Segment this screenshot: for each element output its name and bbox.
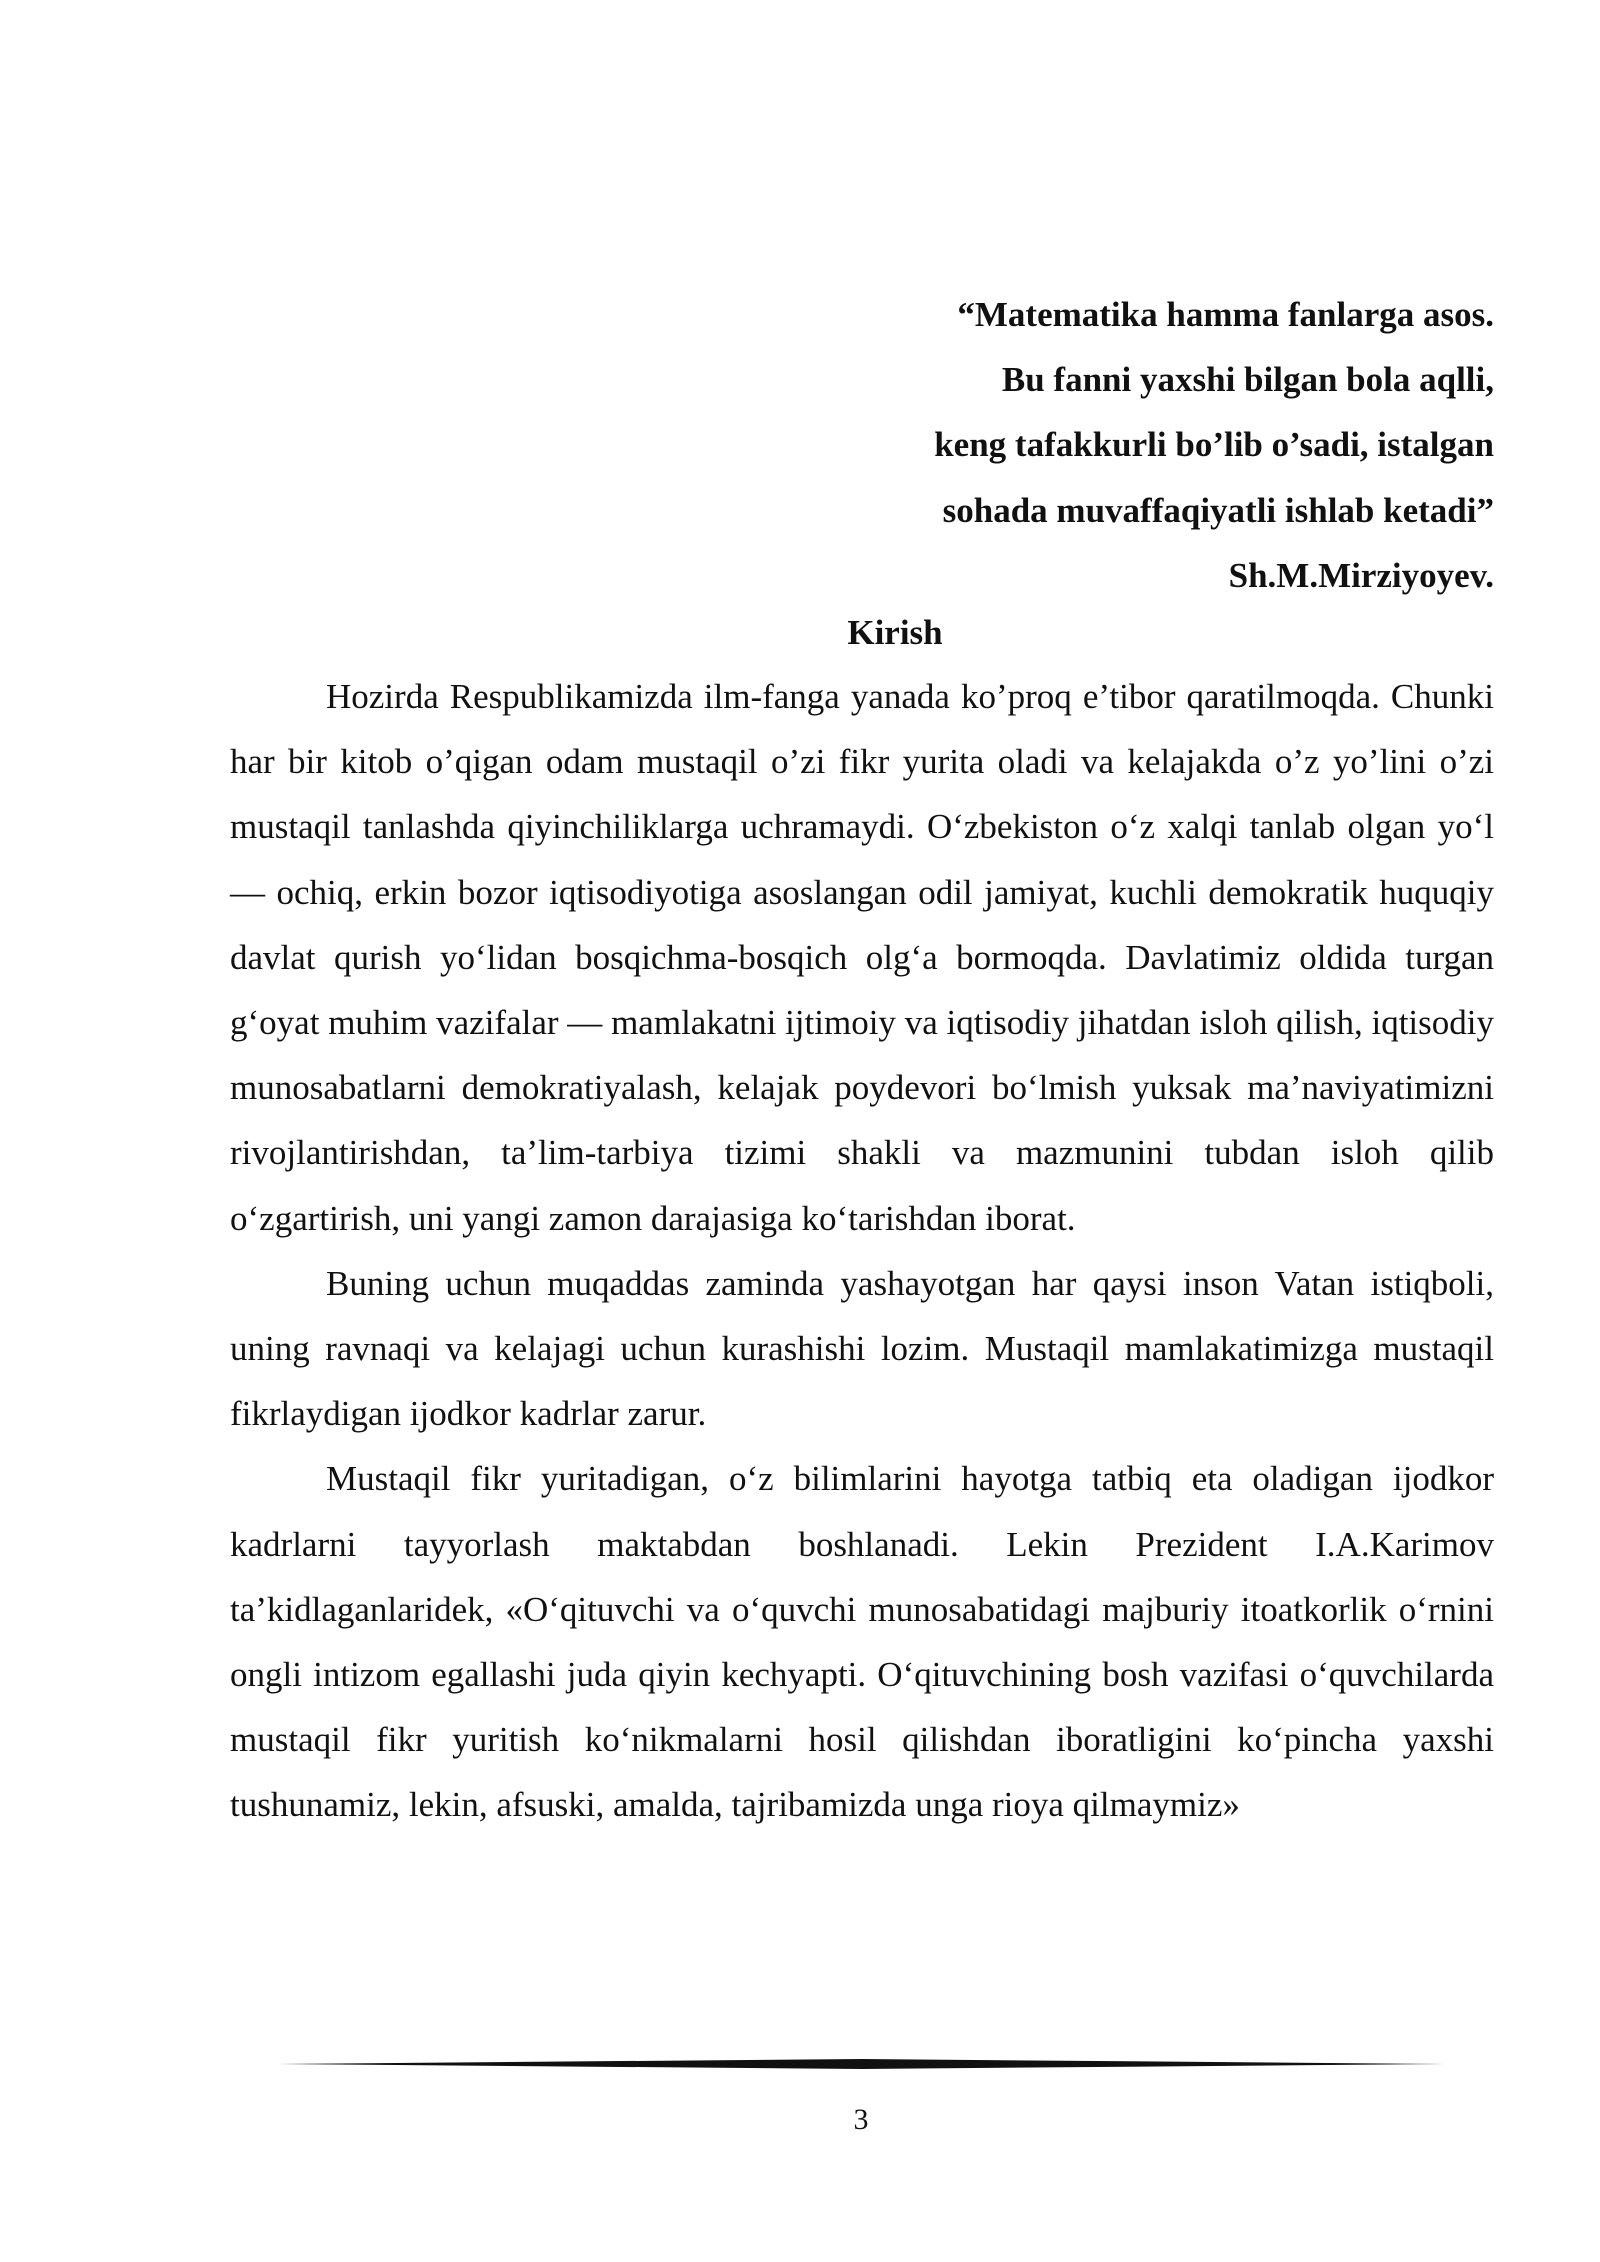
epigraph-line: “Matematika hamma fanlarga asos. bbox=[957, 295, 1494, 334]
epigraph-author: Sh.M.Mirziyoyev. bbox=[1228, 555, 1494, 595]
section-heading: Kirish bbox=[847, 613, 943, 652]
epigraph bbox=[594, 282, 1494, 608]
paragraph: Buning uchun muqaddas zaminda yashayotgan har qaysi inson Vatan istiqboli, uning ravnaqi va kelajagi uchun kurashishi lozim. Mustaqil mamlakatimizga mustaqil fikrlaydigan ijodkor kadrlar zarur. bbox=[230, 1263, 1494, 1434]
epigraph-line: keng tafakkurli bo’lib o’sadi, istalgan bbox=[934, 425, 1494, 465]
body-text bbox=[230, 664, 1494, 1838]
footer-divider bbox=[278, 2057, 1446, 2071]
page-number: 3 bbox=[853, 2103, 869, 2136]
paragraph: Mustaqil fikr yuritadigan, o‘z bilimlarini hayotga tatbiq eta oladigan ijodkor kadrlarni tayyorlash maktabdan boshlanadi. Lekin Prezident I.A.Karimov ta’kidlaganlaridek, «O‘qituvchi va o‘quvchi munosabatidagi majburiy itoatkorlik o‘rnini ongli intizom egallashi juda qiyin kechyapti. O‘qituvchining bosh vazifasi o‘quvchilarda mustaqil fikr yuritish ko‘nikmalarni hosil qilishdan iboratligini ko‘pincha yaxshi tushunamiz, lekin, afsuski, amalda, tajribamizda unga rioya qilmaymiz» bbox=[230, 1459, 1494, 1825]
epigraph-line: Bu fanni yaxshi bilgan bola aqlli, bbox=[1001, 360, 1494, 400]
paragraph: Hozirda Respublikamizda ilm-fanga yanada ko’proq e’tibor qaratilmoqda. Chunki har bir kitob o’qigan odam mustaqil o’zi fikr yurita oladi va kelajakda o’z yo’lini o’zi mustaqil tanlashda qiyinchiliklarga uchramaydi. O‘zbekiston o‘z xalqi tanlab olgan yo‘l — ochiq, erkin bozor iqtisodiyotiga asoslangan odil jamiyat, kuchli demokratik huquqiy davlat qurish yo‘lidan bosqichma-bosqich olg‘a bormoqda. Davlatimiz oldida turgan g‘oyat muhim vazifalar — mamlakatni ijtimoiy va iqtisodiy jihatdan isloh qilish, iqtisodiy munosabatlarni demokratiyalash, kelajak poydevori bo‘lmish yuksak ma’naviyatimizni rivojlantirishdan, ta’lim-tarbiya tizimi shakli va mazmunini tubdan isloh qilib o‘zgartirish, uni yangi zamon darajasiga ko‘tarishdan iborat. bbox=[230, 677, 1494, 1238]
epigraph-line: sohada muvaffaqiyatli ishlab ketadi” bbox=[942, 490, 1494, 530]
